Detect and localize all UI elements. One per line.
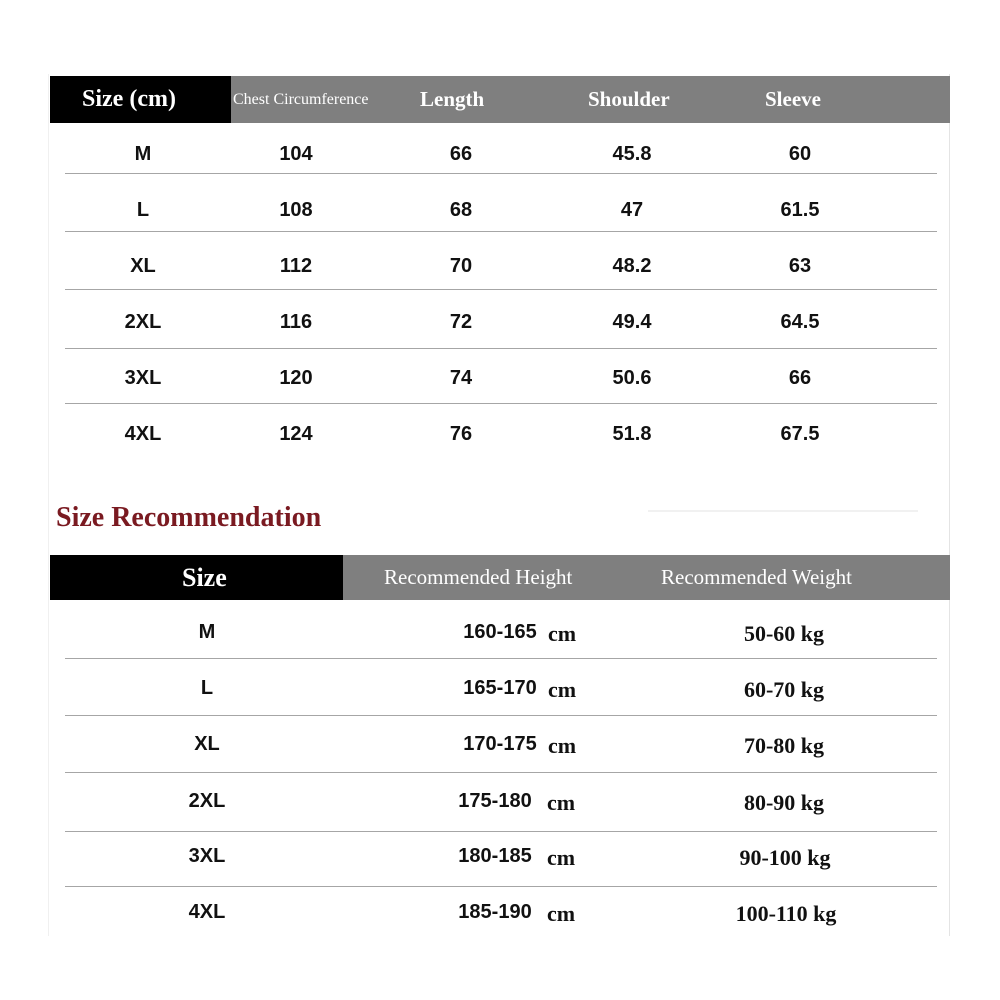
- length-cell: 68: [449, 199, 473, 221]
- header-size-cm: Size (cm): [82, 86, 176, 112]
- size-cell: 2XL: [188, 790, 226, 812]
- height-unit: cm: [546, 845, 576, 870]
- shoulder-cell: 48.2: [612, 255, 652, 277]
- shoulder-cell: 50.6: [612, 367, 652, 389]
- row-divider: [65, 289, 937, 290]
- weight-cell: 90-100 kg: [739, 845, 831, 870]
- header-shoulder: Shoulder: [588, 87, 670, 111]
- weight-cell: 60-70 kg: [743, 677, 825, 702]
- chest-cell: 116: [279, 311, 313, 333]
- row-divider: [65, 231, 937, 232]
- height-cell: 170-175: [463, 733, 537, 755]
- row-divider: [65, 772, 937, 773]
- size-cell: 4XL: [188, 901, 226, 923]
- length-cell: 76: [449, 423, 473, 445]
- size-cell: 4XL: [124, 423, 162, 445]
- height-cell: 180-185: [458, 845, 532, 867]
- header-chest: Chest Circumference: [233, 90, 369, 108]
- row-divider: [65, 348, 937, 349]
- size-cell: XL: [130, 255, 156, 277]
- size-cell: L: [136, 199, 150, 221]
- sleeve-cell: 67.5: [780, 423, 820, 445]
- shoulder-cell: 47: [620, 199, 644, 221]
- size-cell: 2XL: [124, 311, 162, 333]
- length-cell: 70: [449, 255, 473, 277]
- size-cell: L: [200, 677, 214, 699]
- header-weight: Recommended Weight: [661, 565, 852, 589]
- length-cell: 72: [449, 311, 473, 333]
- height-unit: cm: [546, 901, 576, 926]
- length-cell: 66: [449, 143, 473, 165]
- chest-cell: 104: [279, 143, 313, 165]
- sleeve-cell: 63: [788, 255, 812, 277]
- height-unit: cm: [547, 733, 577, 758]
- chest-cell: 120: [279, 367, 313, 389]
- header-sleeve: Sleeve: [765, 87, 821, 111]
- size-cell: M: [134, 143, 152, 165]
- sleeve-cell: 64.5: [780, 311, 820, 333]
- weight-cell: 80-90 kg: [743, 790, 825, 815]
- height-cell: 165-170: [463, 677, 537, 699]
- recommendation-header: [50, 555, 950, 600]
- header-length: Length: [420, 87, 485, 111]
- decorative-line: [648, 510, 918, 512]
- row-divider: [65, 886, 937, 887]
- row-divider: [65, 173, 937, 174]
- height-cell: 175-180: [458, 790, 532, 812]
- row-divider: [65, 831, 937, 832]
- weight-cell: 70-80 kg: [743, 733, 825, 758]
- height-unit: cm: [547, 677, 577, 702]
- chest-cell: 124: [279, 423, 313, 445]
- size-cell: M: [198, 621, 216, 643]
- row-divider: [65, 715, 937, 716]
- row-divider: [65, 658, 937, 659]
- size-cell: 3XL: [124, 367, 162, 389]
- row-divider: [65, 403, 937, 404]
- chest-cell: 108: [279, 199, 313, 221]
- height-cell: 185-190: [458, 901, 532, 923]
- header-size: Size: [182, 562, 227, 592]
- sleeve-cell: 61.5: [780, 199, 820, 221]
- weight-cell: 100-110 kg: [735, 901, 837, 926]
- chest-cell: 112: [279, 255, 313, 277]
- sleeve-cell: 60: [788, 143, 812, 165]
- shoulder-cell: 51.8: [612, 423, 652, 445]
- size-cell: XL: [194, 733, 220, 755]
- size-cell: 3XL: [188, 845, 226, 867]
- height-unit: cm: [547, 621, 577, 646]
- weight-cell: 50-60 kg: [743, 621, 825, 646]
- size-chart-header: [50, 76, 950, 123]
- length-cell: 74: [449, 367, 473, 389]
- section-title: Size Recommendation: [56, 502, 322, 533]
- sleeve-cell: 66: [788, 367, 812, 389]
- height-cell: 160-165: [463, 621, 537, 643]
- header-height: Recommended Height: [384, 565, 573, 589]
- height-unit: cm: [546, 790, 576, 815]
- shoulder-cell: 45.8: [612, 143, 652, 165]
- shoulder-cell: 49.4: [612, 311, 652, 333]
